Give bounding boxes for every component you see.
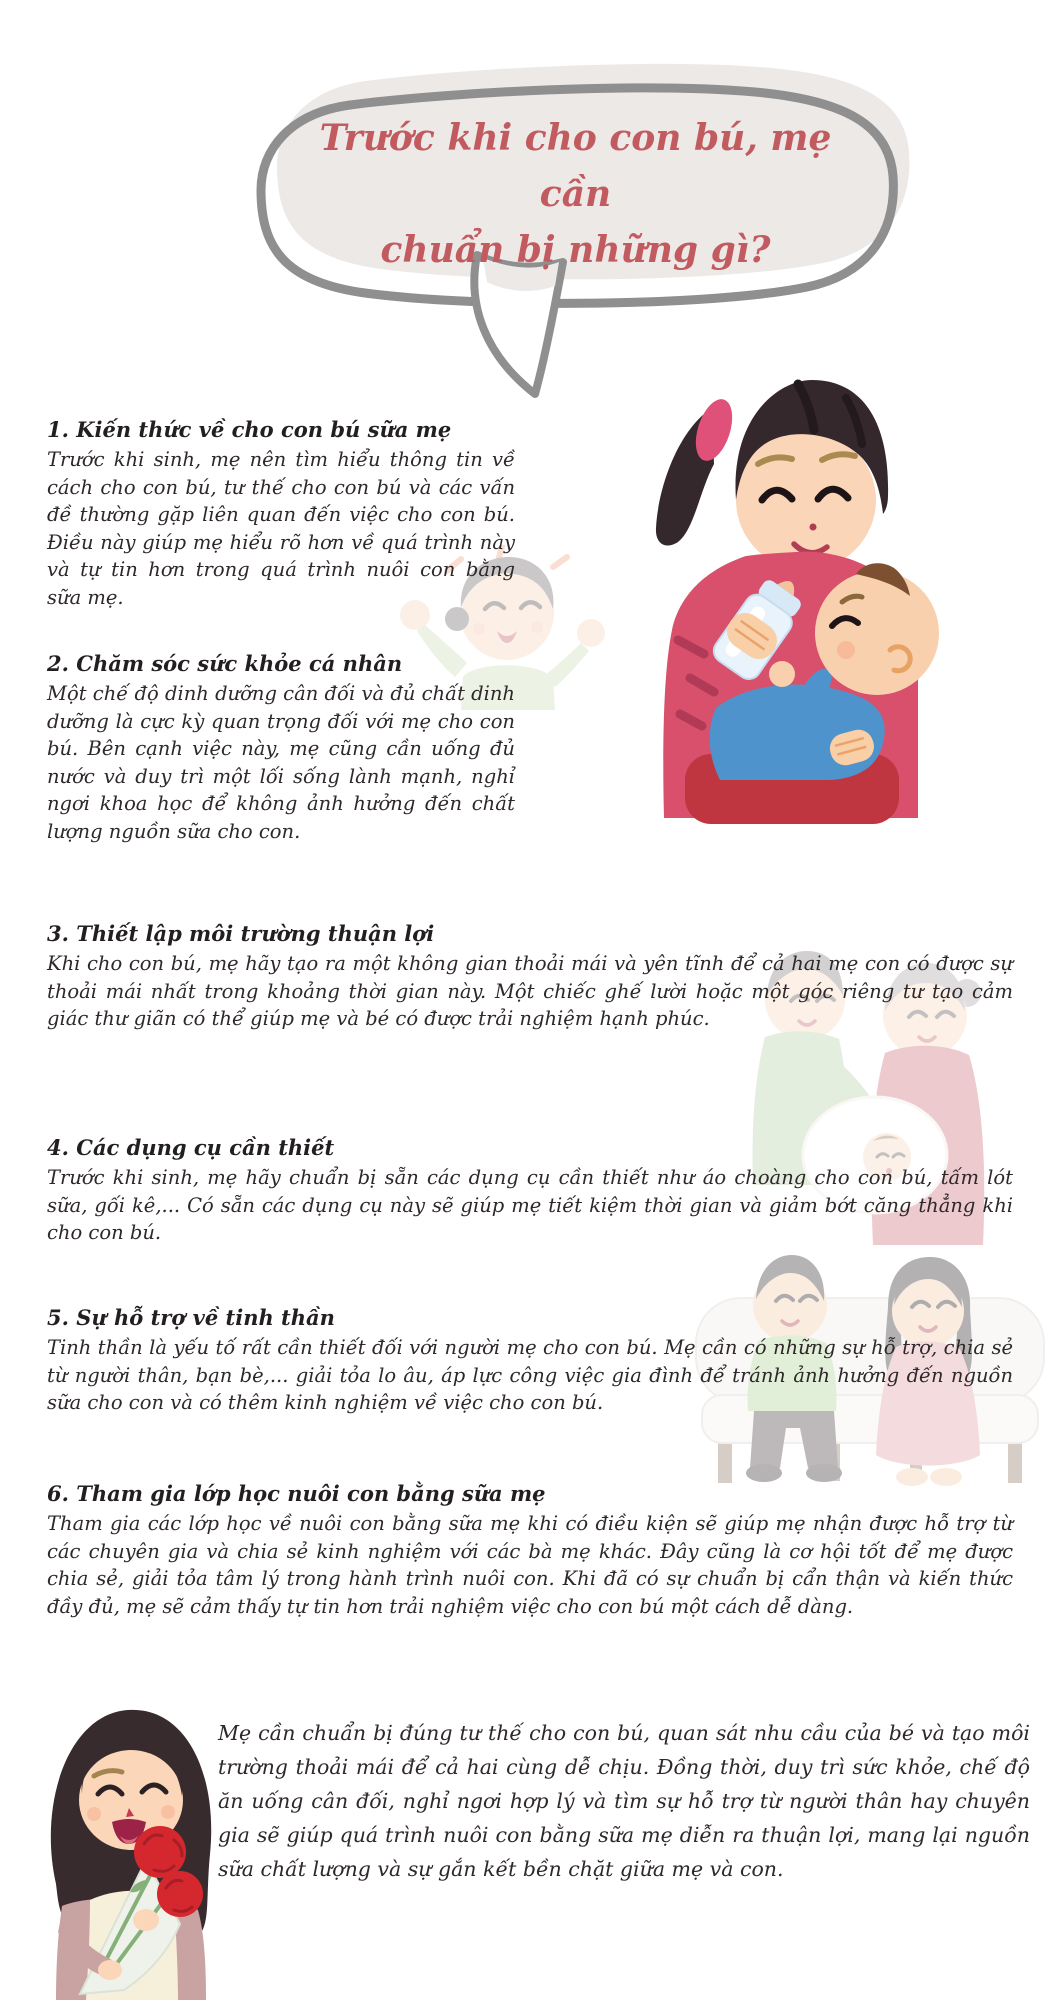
section-6	[47, 1480, 1013, 1620]
woman-with-bouquet-illustration	[28, 1684, 223, 2000]
section-5	[47, 1304, 1013, 1417]
section-2-heading: 2. Chăm sóc sức khỏe cá nhân	[47, 651, 403, 676]
page-title-line2: chuẩn bị những gì?	[380, 229, 771, 271]
section-6-heading: 6. Tham gia lớp học nuôi con bằng sữa mẹ	[47, 1481, 546, 1506]
section-2-body: Một chế độ dinh dưỡng cân đối và đủ chất dinh dưỡng là cực kỳ quan trọng đối với mẹ cho con bú. Bên cạnh việc này, mẹ cũng cần uống đủ nước và duy trì một lối sống lành mạnh, nghỉ ngơi khoa học để không ảnh hưởng đến chất lượng nguồn sữa cho con.	[47, 682, 515, 843]
section-2	[47, 650, 515, 845]
conclusion-section	[218, 1716, 1030, 1886]
section-5-heading: 5. Sự hỗ trợ về tinh thần	[47, 1305, 335, 1330]
section-4	[47, 1134, 1013, 1247]
section-3	[47, 920, 1013, 1033]
section-4-body: Trước khi sinh, mẹ hãy chuẩn bị sẵn các dụng cụ cần thiết như áo choàng cho con bú, tấm lót sữa, gối kê,... Có sẵn các dụng cụ này sẽ giúp mẹ tiết kiệm thời gian và giảm bớt căng thẳng khi cho con bú.	[47, 1166, 1013, 1244]
title-speech-bubble	[215, 50, 925, 415]
section-6-body: Tham gia các lớp học về nuôi con bằng sữa mẹ khi có điều kiện sẽ giúp mẹ nhận được hỗ trợ từ các chuyên gia và chia sẻ kinh nghiệm với các bà mẹ khác. Đây cũng là cơ hội tốt để mẹ được chia sẻ, giải tỏa tâm lý trong hành trình nuôi con. Khi đã có sự chuẩn bị cẩn thận và kiến thức đầy đủ, mẹ sẽ cảm thấy tự tin hơn trải nghiệm việc cho con bú một cách dễ dàng.	[47, 1512, 1013, 1618]
section-3-body: Khi cho con bú, mẹ hãy tạo ra một không gian thoải mái và yên tĩnh để cả hai mẹ con có được sự thoải mái nhất trong khoảng thời gian này. Một chiếc ghế lười hoặc một góc riêng tư tạo cảm giác thư giãn có thể giúp mẹ và bé có được trải nghiệm hạnh phúc.	[47, 952, 1013, 1030]
conclusion-body: Mẹ cần chuẩn bị đúng tư thế cho con bú, quan sát nhu cầu của bé và tạo môi trường thoải mái để cả hai cùng dễ chịu. Đồng thời, duy trì sức khỏe, chế độ ăn uống cân đối, nghỉ ngơi hợp lý và tìm sự hỗ trợ từ người thân hay chuyên gia sẽ giúp quá trình nuôi con bằng sữa mẹ diễn ra thuận lợi, mang lại nguồn sữa chất lượng và sự gắn kết bền chặt giữa mẹ và con.	[218, 1721, 1030, 1881]
section-1	[47, 416, 515, 611]
section-3-heading: 3. Thiết lập môi trường thuận lợi	[47, 921, 435, 946]
section-5-body: Tinh thần là yếu tố rất cần thiết đối với người mẹ cho con bú. Mẹ cần có những sự hỗ trợ, chia sẻ từ người thân, bạn bè,... giải tỏa lo âu, áp lực công việc gia đình để tránh ảnh hưởng đến nguồn sữa cho con và có thêm kinh nghiệm về việc cho con bú.	[47, 1336, 1013, 1414]
section-1-body: Trước khi sinh, mẹ nên tìm hiểu thông tin về cách cho con bú, tư thế cho con bú và các vấn đề thường gặp liên quan đến việc cho con bú. Điều này giúp mẹ hiểu rõ hơn về quá trình này và tự tin hơn trong quá trình nuôi con bằng sữa mẹ.	[47, 448, 515, 609]
section-1-heading: 1. Kiến thức về cho con bú sữa mẹ	[47, 417, 452, 442]
section-4-heading: 4. Các dụng cụ cần thiết	[47, 1135, 335, 1160]
page-title-line1: Trước khi cho con bú, mẹ cần	[319, 117, 832, 215]
page-title	[303, 110, 848, 278]
mother-feeding-baby-illustration	[650, 378, 945, 828]
